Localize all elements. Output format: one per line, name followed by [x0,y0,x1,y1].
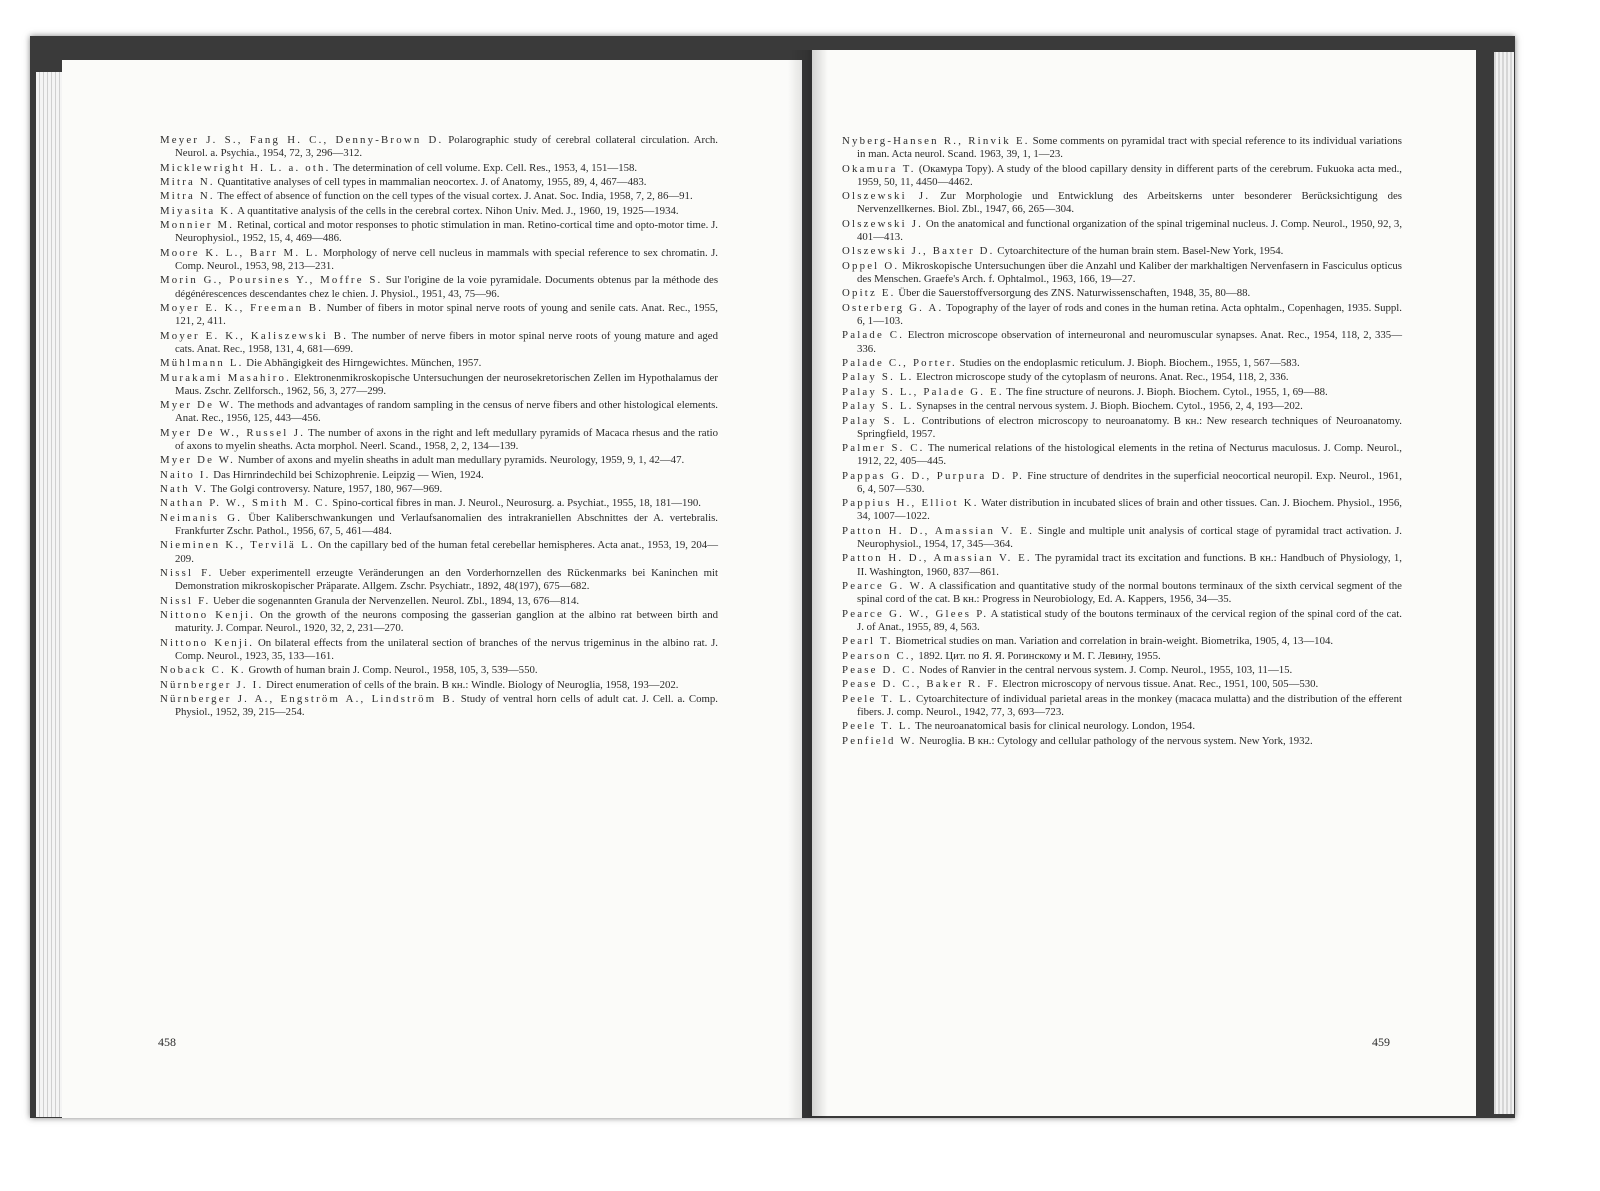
reference-text: Neuroglia. В кн.: Cytology and cellular pathology of the nervous system. New York, 1932. [919,734,1313,747]
reference-text: On bilateral effects from the unilateral section of branches of the nervus trigeminus in the albino rat. J. Comp. Neurol., 1923, 35, 133—161. [175,636,718,662]
reference-body [160,427,718,453]
reference-text: Biometrical studies on man. Variation and correlation in brain-weight. Biometrika, 1905, 4, 13—104. [895,635,1334,648]
reference-text: Über Kaliberschwankungen und Verlaufsanomalien des intrakraniellen Abschnittes der A. vertebralis. Frankfurter Zschr. Pathol., 1956, 67, 5, 461—484. [175,511,718,538]
reference-author: Pappius H., Elliot K. [842,497,979,510]
reference-entry [160,469,718,482]
reference-author: Miyasita K. [160,204,236,217]
reference-text: The Golgi controversy. Nature, 1957, 180, 967—969. [210,483,443,496]
reference-entry [160,219,718,245]
reference-body [842,135,1402,161]
reference-author: Moore K. L., Barr M. L. [160,246,320,259]
reference-body [842,552,1402,578]
reference-text: The determination of cell volume. Exp. Cell. Res., 1953, 4, 151—158. [333,161,638,174]
reference-body [842,664,1402,677]
reference-entry [160,134,718,160]
reference-entry [842,245,1402,258]
reference-body [842,720,1402,733]
reference-author: Patton H. D., Amassian V. E. [842,552,1032,565]
reference-text: Zur Morphologie und Entwicklung des Arbeitskerns unter besonderer Berücksichtigung des Nervenzellkernes. Biol. Zbl., 1947, 66, 265—304. [857,190,1402,216]
right-page-number: 459 [1372,1035,1390,1049]
reference-body [842,580,1402,606]
reference-text: Cytoarchitecture of the human brain stem. Basel-New York, 1954. [997,245,1284,258]
reference-author: Monnier M. [160,219,235,232]
reference-entry [842,552,1402,578]
reference-text: Studies on the endoplasmic reticulum. J. Bioph. Biochem., 1955, 1, 567—583. [959,356,1300,369]
reference-body [842,371,1402,384]
book-gutter [788,50,828,1118]
reference-entry [842,608,1402,634]
reference-text: Electron microscope observation of interneuronal and neuromuscular synapses. Anat. Rec., 1954, 118, 2, 335—336. [857,329,1403,355]
reference-text: A statistical study of the boutons terminaux of the cervical region of the spinal cord of the cat. J. of Anat., 1955, 89, 4, 563. [857,607,1402,633]
reference-body [160,693,718,719]
reference-entry [842,135,1402,161]
reference-author: Mitra N. [160,190,215,203]
reference-body [842,635,1402,648]
reference-author: Myer De W. [160,454,236,467]
reference-author: Nittono Kenji. [160,636,255,649]
reference-text: The fine structure of neurons. J. Bioph. Biochem. Cytol., 1955, 1, 69—88. [1006,385,1328,398]
reference-text: Mikroskopische Untersuchungen über die Anzahl und Kaliber der markhaltigen Nervenfasern in Fasciculus opticus des Menschen. Graefe's Arch. f. Ophtalmol., 1963, 166, 19—27. [857,259,1402,285]
reference-text: Retinal, cortical and motor responses to photic stimulation in man. Retino-cortical time and opto-motor time. J. Neurophysiol., 1952, 15, 4, 469—486. [175,219,719,245]
reference-text: The neuroanatomical basis for clinical neurology. London, 1954. [915,720,1196,733]
reference-author: Nath V. [160,483,208,496]
reference-body [842,415,1402,441]
reference-body [842,608,1402,634]
reference-entry [842,287,1402,300]
left-page-number: 458 [158,1035,176,1049]
reference-entry [842,329,1402,355]
reference-author: Pearl T. [842,635,893,648]
reference-body [160,190,718,203]
reference-body [160,274,718,300]
reference-body [160,679,718,692]
reference-entry [842,525,1402,551]
reference-body [160,176,718,189]
reference-entry [842,357,1402,370]
reference-author: Nürnberger J. A., Engström A., Lindström B. [160,693,457,705]
reference-entry [160,567,718,593]
reference-text: Sur l'origine de la voie pyramidale. Documents obtenus par la méthode des dégénérescences descendantes chez le chien. J. Physiol., 1951, 43, 75—96. [175,274,719,300]
reference-text: Contributions of electron microscopy to neuroanatomy. В кн.: New research techniques of Neuroanatomy. Springfield, 1957. [857,414,1402,440]
reference-author: Osterberg G. A. [842,301,944,314]
reference-body [160,637,718,663]
reference-author: Patton H. D., Amassian V. E. [842,524,1035,537]
reference-body [160,664,718,677]
reference-body [160,357,718,370]
reference-text: Electron microscope study of the cytoplasm of neurons. Anat. Rec., 1954, 118, 2, 336. [916,371,1289,384]
reference-entry [160,427,718,453]
reference-body [842,678,1402,691]
reference-entry [160,454,718,467]
reference-entry [160,539,718,565]
reference-text: The number of axons in the right and left medullary pyramids of Macaca rhesus and the ratio of axons to myelin sheaths. Acta morphol. Neerl. Scand., 1958, 2, 2, 134—139. [175,426,718,452]
reference-body [842,497,1402,523]
reference-text: Elektronenmikroskopische Untersuchungen der neurosekretorischen Zellen im Hypothalamus der Maus. Zschr. Zellforsch., 1962, 56, 3, 277—299. [175,371,718,397]
reference-author: Mitra N. [160,175,215,188]
reference-entry [160,190,718,203]
reference-author: Palade C. [842,329,905,342]
reference-text: Über die Sauerstoffversorgung des ZNS. Naturwissenschaften, 1948, 35, 80—88. [898,287,1251,300]
reference-author: Oppel O. [842,259,900,272]
reference-author: Nissl F. [160,594,211,607]
reference-text: Spino-cortical fibres in man. J. Neurol., Neurosurg. a. Psychiat., 1955, 18, 181—190. [332,497,701,510]
reference-author: Nissl F. [160,567,214,580]
reference-text: Topography of the layer of rods and cones in the human retina. Acta ophtalm., Copenhagen, 1935. Suppl. 6, 1—103. [857,301,1402,327]
reference-text: Number of fibers in motor spinal nerve roots of young and senile cats. Anat. Rec., 1955, 121, 2, 411. [175,301,718,328]
reference-author: Olszewski J. [842,190,931,203]
reference-body [842,163,1402,189]
reference-author: Naito I. [160,468,211,481]
reference-body [842,442,1402,468]
reference-entry [842,386,1402,399]
reference-author: Olszewski J., Baxter D. [842,245,995,258]
reference-entry [160,609,718,635]
reference-entry [160,595,718,608]
reference-entry [160,497,718,510]
reference-text: Single and multiple unit analysis of cortical stage of pyramidal tract activation. J. Neurophysiol., 1954, 17, 345—364. [857,524,1402,551]
page-edges-left [36,72,64,1117]
reference-author: Pease D. C., Baker R. F. [842,678,1000,691]
reference-body [842,357,1402,370]
reference-entry [842,735,1402,748]
reference-body [160,247,718,273]
reference-text: On the capillary bed of the human fetal cerebellar hemispheres. Acta anat., 1953, 19, 204—209. [175,539,718,565]
reference-text: Polarographic study of cerebral collateral circulation. Arch. Neurol. a. Psychia., 1954, 72, 3, 296—312. [175,134,719,160]
reference-entry [160,162,718,175]
reference-body [842,400,1402,413]
reference-text: Das Hirnrindechild bei Schizophrenie. Leipzig — Wien, 1924. [213,468,484,481]
reference-body [160,483,718,496]
reference-text: Fine structure of dendrites in the superficial neocortical neuropil. Exp. Neurol., 1961, 6, 4, 507—530. [857,469,1402,495]
reference-author: Peele T. L. [842,692,914,705]
reference-body [842,735,1402,748]
reference-author: Pearce G. W. [842,580,926,593]
reference-author: Meyer J. S., Fang H. C., Denny-Brown D. [160,134,444,146]
reference-entry [842,635,1402,648]
reference-body [160,162,718,175]
reference-author: Pease D. C. [842,664,917,677]
reference-entry [842,442,1402,468]
reference-body [842,190,1402,216]
reference-author: Opitz E. [842,287,896,300]
reference-text: Ueber die sogenannten Granula der Nervenzellen. Neurol. Zbl., 1894, 13, 676—814. [213,594,580,607]
reference-entry [160,302,718,328]
reference-author: Palay S. L. [842,371,914,384]
reference-entry [160,399,718,425]
reference-author: Olszewski J. [842,217,924,230]
reference-entry [842,693,1402,719]
reference-entry [160,274,718,300]
reference-text: 1892. Цит. по Я. Я. Рогинскому и М. Г. Левину, 1955. [918,649,1161,662]
reference-text: Water distribution in incubated slices of brain and other tissues. Can. J. Biochem. Physiol., 1956, 34, 1007—1022. [857,497,1402,523]
reference-entry [160,205,718,218]
reference-text: (Окамура Тору). A study of the blood capillary density in different parts of the cerebrum. Fukuoka acta med., 1959, 50, 11, 4450—4462. [857,162,1402,188]
reference-entry [842,260,1402,286]
reference-author: Moyer E. K., Freeman B. [160,301,324,314]
reference-author: Palay S. L. [842,400,914,413]
reference-body [842,245,1402,258]
reference-author: Palade C., Porter. [842,356,957,369]
reference-author: Moyer E. K., Kaliszewski B. [160,329,349,342]
reference-author: Mühlmann L. [160,357,244,370]
reference-text: Die Abhängigkeit des Hirngewichtes. München, 1957. [246,357,482,370]
reference-text: Electron microscopy of nervous tissue. Anat. Rec., 1951, 100, 505—530. [1002,678,1319,691]
reference-entry [842,190,1402,216]
reference-text: Growth of human brain J. Comp. Neurol., 1958, 105, 3, 539—550. [248,664,538,677]
reference-body [160,609,718,635]
reference-author: Neimanis G. [160,511,243,524]
reference-entry [160,512,718,538]
reference-body [160,469,718,482]
left-reference-list [160,134,718,721]
reference-text: Morphology of nerve cell nucleus in mammals with special reference to sex chromatin. J. Comp. Neurol., 1953, 98, 213—231. [175,246,718,272]
reference-author: Penfield W. [842,734,917,747]
reference-entry [842,470,1402,496]
reference-entry [842,163,1402,189]
reference-entry [160,483,718,496]
reference-body [160,399,718,425]
reference-body [842,470,1402,496]
reference-body [160,302,718,328]
reference-body [160,595,718,608]
reference-entry [842,415,1402,441]
reference-entry [160,679,718,692]
reference-body [160,330,718,356]
reference-author: Pearson C., [842,649,916,662]
reference-author: Peele T. L. [842,720,913,733]
reference-author: Nieminen K., Tervilä L. [160,539,315,552]
right-page [812,50,1476,1116]
reference-author: Okamura T. [842,162,916,175]
reference-entry [160,693,718,719]
reference-entry [160,357,718,370]
reference-author: Morin G., Poursines Y., Moffre S. [160,274,383,287]
reference-text: The effect of absence of function on the cell types of the visual cortex. J. Anat. Soc. India, 1958, 7, 2, 86—91. [217,190,693,203]
reference-author: Myer De W., Russel J. [160,426,306,439]
reference-entry [160,372,718,398]
reference-body [842,386,1402,399]
reference-author: Pappas G. D., Purpura D. P. [842,469,1025,482]
reference-entry [160,330,718,356]
reference-body [842,650,1402,663]
reference-body [160,219,718,245]
reference-text: The number of nerve fibers in motor spinal nerve roots of young mature and aged cats. Anat. Rec., 1958, 131, 4, 681—699. [175,329,718,355]
reference-body [160,372,718,398]
reference-entry [842,664,1402,677]
reference-entry [842,580,1402,606]
reference-text: Ueber experimentell erzeugte Veränderungen an den Vorderhornzellen des Rückenmarks bei Kaninchen mit Demonstration mikroskopischer Präparate. Allgem. Zschr. Psychiatr., 1892, 48(197), 675—682. [175,567,719,593]
reference-entry [842,650,1402,663]
reference-author: Palmer S. C. [842,442,925,455]
reference-text: On the anatomical and functional organization of the spinal trigeminal nucleus. J. Comp. Neurol., 1950, 92, 3, 401—413. [857,217,1403,243]
reference-text: Quantitative analyses of cell types in mammalian neocortex. J. of Anatomy, 1955, 89, 4, 467—483. [217,175,647,188]
reference-body [160,205,718,218]
reference-entry [160,664,718,677]
reference-author: Pearce G. W., Glees P. [842,607,989,620]
reference-entry [160,176,718,189]
reference-text: A quantitative analysis of the cells in the cerebral cortex. Nihon Univ. Med. J., 1960, 19, 1925—1934. [237,204,679,217]
reference-author: Micklewright H. L. a. oth. [160,161,331,174]
reference-text: Nodes of Ranvier in the central nervous system. J. Comp. Neurol., 1955, 103, 11—15. [919,664,1293,677]
reference-author: Myer De W. [160,399,236,412]
reference-entry [842,497,1402,523]
reference-text: Study of ventral horn cells of adult cat. J. Cell. a. Comp. Physiol., 1952, 39, 215—254. [175,693,718,719]
reference-text: Cytoarchitecture of individual parietal areas in the monkey (macaca mulatta) and the distribution of the efferent fibers. J. comp. Neurol., 1942, 77, 3, 693—723. [857,692,1402,719]
reference-text: On the growth of the neurons composing the gasserian ganglion at the albino rat between birth and maturity. J. Compar. Neurol., 1920, 32, 2, 231—270. [175,609,718,635]
reference-text: Direct enumeration of cells of the brain. В кн.: Windle. Biology of Neuroglia, 1958, 193—202. [266,678,679,691]
reference-author: Noback C. K. [160,664,246,677]
reference-text: The pyramidal tract its excitation and functions. В кн.: Handbuch of Physiology, 1, II. Washington, 1960, 837—861. [857,552,1402,578]
reference-body [842,302,1402,328]
reference-author: Nürnberger J. I. [160,678,264,691]
page-edges-right [1494,52,1514,1114]
reference-entry [842,371,1402,384]
reference-text: A classification and quantitative study of the normal boutons terminaux of the sixth cervical segment of the spinal cord of the cat. В кн.: Progress in Neurobiology, Ed. A. Kappers, 1956, 34—35. [857,580,1402,606]
right-reference-list [842,135,1402,749]
reference-entry [842,678,1402,691]
reference-text: The numerical relations of the histological elements in the retina of Necturus maculosus. J. Comp. Neurol., 1912, 22, 405—445. [857,442,1402,468]
reference-body [842,218,1402,244]
reference-body [160,454,718,467]
reference-author: Murakami Masahiro. [160,371,292,384]
reference-body [160,497,718,510]
reference-text: The methods and advantages of random sampling in the census of nerve fibers and other histological elements. Anat. Rec., 1956, 125, 443—456. [175,399,718,425]
reference-body [842,693,1402,719]
reference-text: Synapses in the central nervous system. J. Bioph. Biochem. Cytol., 1956, 2, 4, 193—202. [916,400,1303,413]
reference-entry [842,400,1402,413]
reference-body [160,134,718,160]
reference-entry [160,637,718,663]
reference-body [160,539,718,565]
reference-entry [842,720,1402,733]
reference-text: Some comments on pyramidal tract with special reference to its individual variations in man. Acta neurol. Scand. 1963, 39, 1, 1—23. [857,135,1402,161]
reference-author: Nittono Kenji. [160,609,256,622]
reference-body [842,260,1402,286]
reference-author: Palay S. L. [842,414,918,427]
reference-entry [842,302,1402,328]
reference-author: Palay S. L., Palade G. E. [842,385,1004,398]
reference-body [842,525,1402,551]
reference-text: Number of axons and myelin sheaths in adult man medullary pyramids. Neurology, 1959, 9, 1, 42—47. [237,454,685,467]
reference-body [842,287,1402,300]
left-page [62,60,802,1118]
reference-author: Nyberg-Hansen R., Rinvik E. [842,135,1030,147]
reference-body [842,329,1402,355]
reference-entry [842,218,1402,244]
reference-body [160,512,718,538]
reference-body [160,567,718,593]
reference-author: Nathan P. W., Smith M. C. [160,497,330,510]
reference-entry [160,247,718,273]
